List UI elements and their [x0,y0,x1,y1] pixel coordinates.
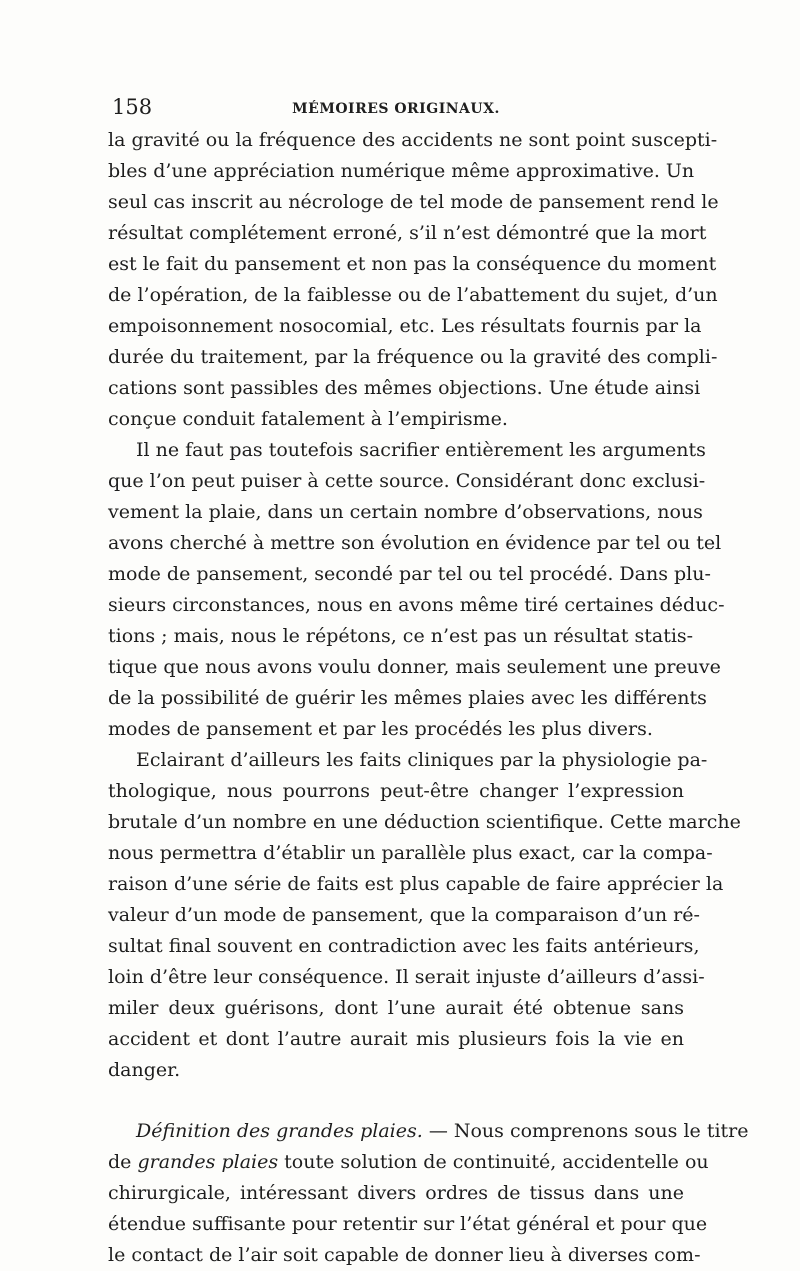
paragraph [108,435,725,745]
page-header [108,95,684,121]
body-text [108,125,741,1086]
section-line-rest: — Nous comprenons sous le titre [422,1120,749,1142]
section-definition [108,1116,749,1271]
text-line: miler deux guérisons, dont l’une aurait été obtenue sans [108,997,684,1019]
text-line: thologique, nous pourrons peut-être changer l’expression [108,780,684,802]
text-line: vement la plaie, dans un certain nombre d’observations, nous [108,501,703,523]
text-line: de la possibilité de guérir les mêmes plaies avec les différents [108,687,707,709]
text-line: empoisonnement nosocomial, etc. Les résultats fournis par la [108,315,702,337]
text-line: étendue suffisante pour retentir sur l’état général et pour que [108,1213,708,1235]
text-line: tique que nous avons voulu donner, mais seulement une preuve [108,656,721,678]
text-line: Il ne faut pas toutefois sacrifier entièrement les arguments [136,439,706,461]
section-title: Définition des grandes plaies. [136,1120,423,1142]
section-gap [108,1086,684,1116]
text-line: tions ; mais, nous le répétons, ce n’est pas un résultat statis- [108,625,694,647]
text-line: résultat complétement erroné, s’il n’est démontré que la mort [108,222,707,244]
text-line: sieurs circonstances, nous en avons même tiré certaines déduc- [108,594,725,616]
text-line: chirurgicale, intéressant divers ordres de tissus dans une [108,1182,684,1204]
text-line: conçue conduit fatalement à l’empirisme. [108,408,508,430]
section-lines [108,1178,708,1271]
running-head: MÉMOIRES ORIGINAUX. [292,101,500,117]
text-line: le contact de l’air soit capable de donner lieu à diverses com- [108,1244,701,1266]
text-line: raison d’une série de faits est plus capable de faire apprécier la [108,873,724,895]
text-line [108,1116,749,1147]
section-italic-term: grandes plaies [137,1151,279,1173]
text-line: nous permettra d’établir un parallèle plus exact, car la compa- [108,842,713,864]
text-line: la gravité ou la fréquence des accidents ne sont point suscepti- [108,129,718,151]
text-line: bles d’une appréciation numérique même approximative. Un [108,160,695,182]
text-line: danger. [108,1059,181,1081]
text-line: sultat final souvent en contradiction avec les faits antérieurs, [108,935,700,957]
text-line: avons cherché à mettre son évolution en évidence par tel ou tel [108,532,722,554]
text-line: brutale d’un nombre en une déduction scientifique. Cette marche [108,811,741,833]
paragraph [108,745,741,1086]
paragraph [108,125,719,435]
text-line: durée du traitement, par la fréquence ou la gravité des compli- [108,346,718,368]
page-number: 158 [112,95,153,119]
text-line: mode de pansement, secondé par tel ou tel procédé. Dans plu- [108,563,711,585]
text-line: cations sont passibles des mêmes objections. Une étude ainsi [108,377,701,399]
text-line: Eclairant d’ailleurs les faits cliniques par la physiologie pa- [136,749,708,771]
text-line [108,1147,709,1178]
text-line: modes de pansement et par les procédés les plus divers. [108,718,653,740]
text-line: de l’opération, de la faiblesse ou de l’abattement du sujet, d’un [108,284,718,306]
text-line: est le fait du pansement et non pas la conséquence du moment [108,253,717,275]
document-page [108,95,749,1271]
text-line: seul cas inscrit au nécrologe de tel mode de pansement rend le [108,191,719,213]
section-line-post: toute solution de continuité, accidentelle ou [278,1151,709,1173]
text-line: accident et dont l’autre aurait mis plusieurs fois la vie en [108,1028,684,1050]
section-line-pre: de [108,1151,138,1173]
text-line: que l’on peut puiser à cette source. Considérant donc exclusi- [108,470,706,492]
text-line: valeur d’un mode de pansement, que la comparaison d’un ré- [108,904,700,926]
text-line: loin d’être leur conséquence. Il serait injuste d’ailleurs d’assi- [108,966,705,988]
